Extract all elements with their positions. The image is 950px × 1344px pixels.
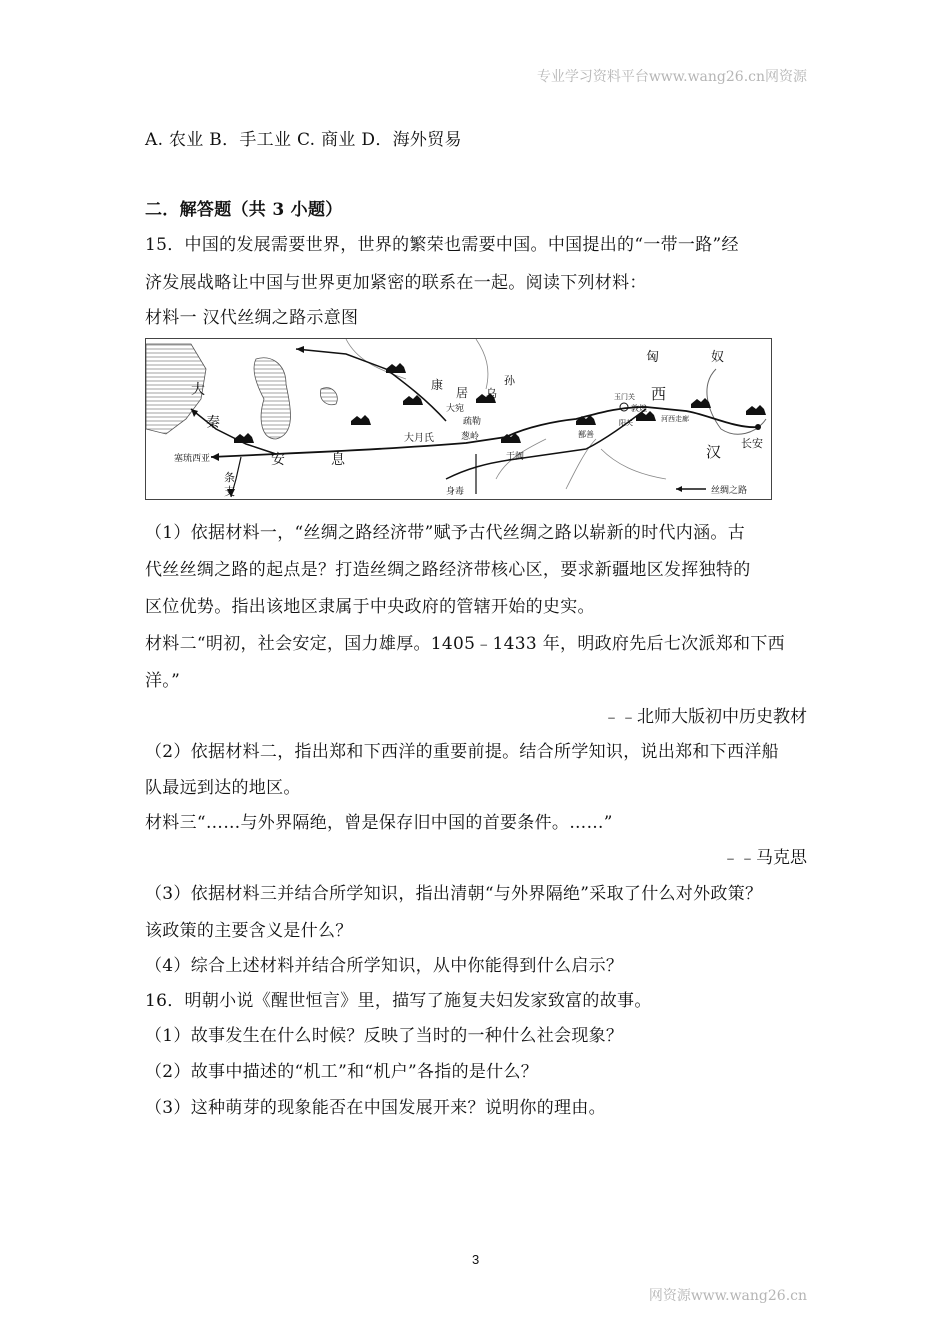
caspian-sea xyxy=(254,358,290,439)
label-yangguan: 阳关 xyxy=(619,419,633,427)
options-line: A. 农业 B．手工业 C. 商业 D．海外贸易 xyxy=(145,130,462,150)
q16-p3: （3）这种萌芽的现象能否在中国发展开来？说明你的理由。 xyxy=(145,1098,606,1118)
q15-p1-line2: 代丝丝绸之路的起点是？打造丝绸之路经济带核心区，要求新疆地区发挥独特的 xyxy=(145,560,751,580)
q15-p1-line3: 区位优势。指出该地区隶属于中央政府的管辖开始的史实。 xyxy=(145,597,595,617)
label-da: 大 xyxy=(191,382,205,398)
label-anxi-2: 息 xyxy=(331,452,345,468)
material2-source: ﹣﹣北师大版初中历史教材 xyxy=(603,707,807,727)
material2-line2: 洋。” xyxy=(145,671,181,691)
label-shule: 疏勒 xyxy=(463,417,482,427)
label-congling: 葱岭 xyxy=(461,432,480,442)
label-dunhuang: 敦煌 xyxy=(631,404,647,413)
silk-road-map xyxy=(145,338,772,500)
material1-title: 材料一 汉代丝绸之路示意图 xyxy=(145,308,359,328)
legend-arrow xyxy=(676,486,682,492)
header-watermark: 专业学习资料平台www.wang26.cn网资源 xyxy=(536,69,807,85)
route-arrow xyxy=(211,453,219,461)
silk-road-north-route xyxy=(296,349,446,421)
q16-p1: （1）故事发生在什么时候？反映了当时的一种什么社会现象？ xyxy=(145,1026,624,1046)
section-title: 二．解答题（共 3 小题） xyxy=(145,200,343,220)
changan-marker xyxy=(755,424,761,430)
label-shendu: 身毒 xyxy=(446,487,465,497)
label-kangju-1: 康 xyxy=(431,378,444,392)
camel-icons xyxy=(234,363,766,443)
q16-p2: （2）故事中描述的“机工”和“机户”各指的是什么？ xyxy=(145,1062,539,1082)
label-yumenguan: 玉门关 xyxy=(614,393,635,401)
q15-p1-line1: （1）依据材料一，“丝绸之路经济带”赋予古代丝绸之路以崭新的时代内涵。古 xyxy=(145,523,745,543)
label-an: 安 xyxy=(271,452,285,468)
label-dawan: 大宛 xyxy=(446,404,465,414)
label-xiongnu-2: 奴 xyxy=(711,350,725,365)
label-wusun-2: 孙 xyxy=(504,374,515,387)
page-number: 3 xyxy=(472,1252,480,1267)
q15-p4-line: （4）综合上述材料并结合所学知识，从中你能得到什么启示？ xyxy=(145,956,624,976)
label-yutian: 于阗 xyxy=(506,452,525,462)
aral-sea xyxy=(320,388,337,405)
q15-p3-line2: 该政策的主要含义是什么？ xyxy=(145,921,353,941)
label-kangju-2: 居 xyxy=(456,386,469,400)
material3-line: 材料三“……与外界隔绝，曾是保存旧中国的首要条件。……” xyxy=(145,813,613,833)
material2-line1: 材料二“明初，社会安定，国力雄厚。1405﹣1433 年，明政府先后七次派郑和下西 xyxy=(145,634,785,654)
q15-p2-line2: 队最远到达的地区。 xyxy=(145,778,301,798)
tarim-river xyxy=(601,449,666,479)
label-shanshan: 鄯善 xyxy=(578,430,594,439)
q15-intro-line1: 15．中国的发展需要世界，世界的繁荣也需要中国。中国提出的“一带一路”经 xyxy=(145,235,739,255)
label-xi: 西 xyxy=(651,385,667,403)
label-hexi: 河西走廊 xyxy=(661,415,689,423)
label-dayuezhi: 大月氏 xyxy=(404,433,434,444)
route-arrow xyxy=(296,346,304,353)
material3-source: ﹣﹣马克思 xyxy=(722,848,807,868)
q15-p3-line1: （3）依据材料三并结合所学知识，指出清朝“与外界隔绝”采取了什么对外政策？ xyxy=(145,884,763,904)
label-saileukeia: 塞琉西亚 xyxy=(174,454,211,464)
q16-intro: 16．明朝小说《醒世恒言》里，描写了施复夫妇发家致富的故事。 xyxy=(145,991,652,1011)
legend-label: 丝绸之路 xyxy=(711,486,748,496)
label-tiaozhi-1: 条 xyxy=(224,471,235,484)
footer-watermark: 网资源www.wang26.cn xyxy=(648,1288,807,1304)
label-changan: 长安 xyxy=(741,437,763,450)
q15-intro-line2: 济发展战略让中国与世界更加紧密的联系在一起。阅读下列材料： xyxy=(145,273,647,293)
label-han: 汉 xyxy=(706,443,722,461)
label-qin: 秦 xyxy=(206,415,220,431)
label-xiongnu-1: 匈 xyxy=(646,350,660,365)
map-rivers xyxy=(346,339,596,489)
label-wusun-1: 乌 xyxy=(486,387,497,400)
q15-p2-line1: （2）依据材料二，指出郑和下西洋的重要前提。结合所学知识，说出郑和下西洋船 xyxy=(145,742,779,762)
dunhuang-marker xyxy=(620,403,628,411)
label-tiaozhi-2: 支 xyxy=(224,485,235,498)
